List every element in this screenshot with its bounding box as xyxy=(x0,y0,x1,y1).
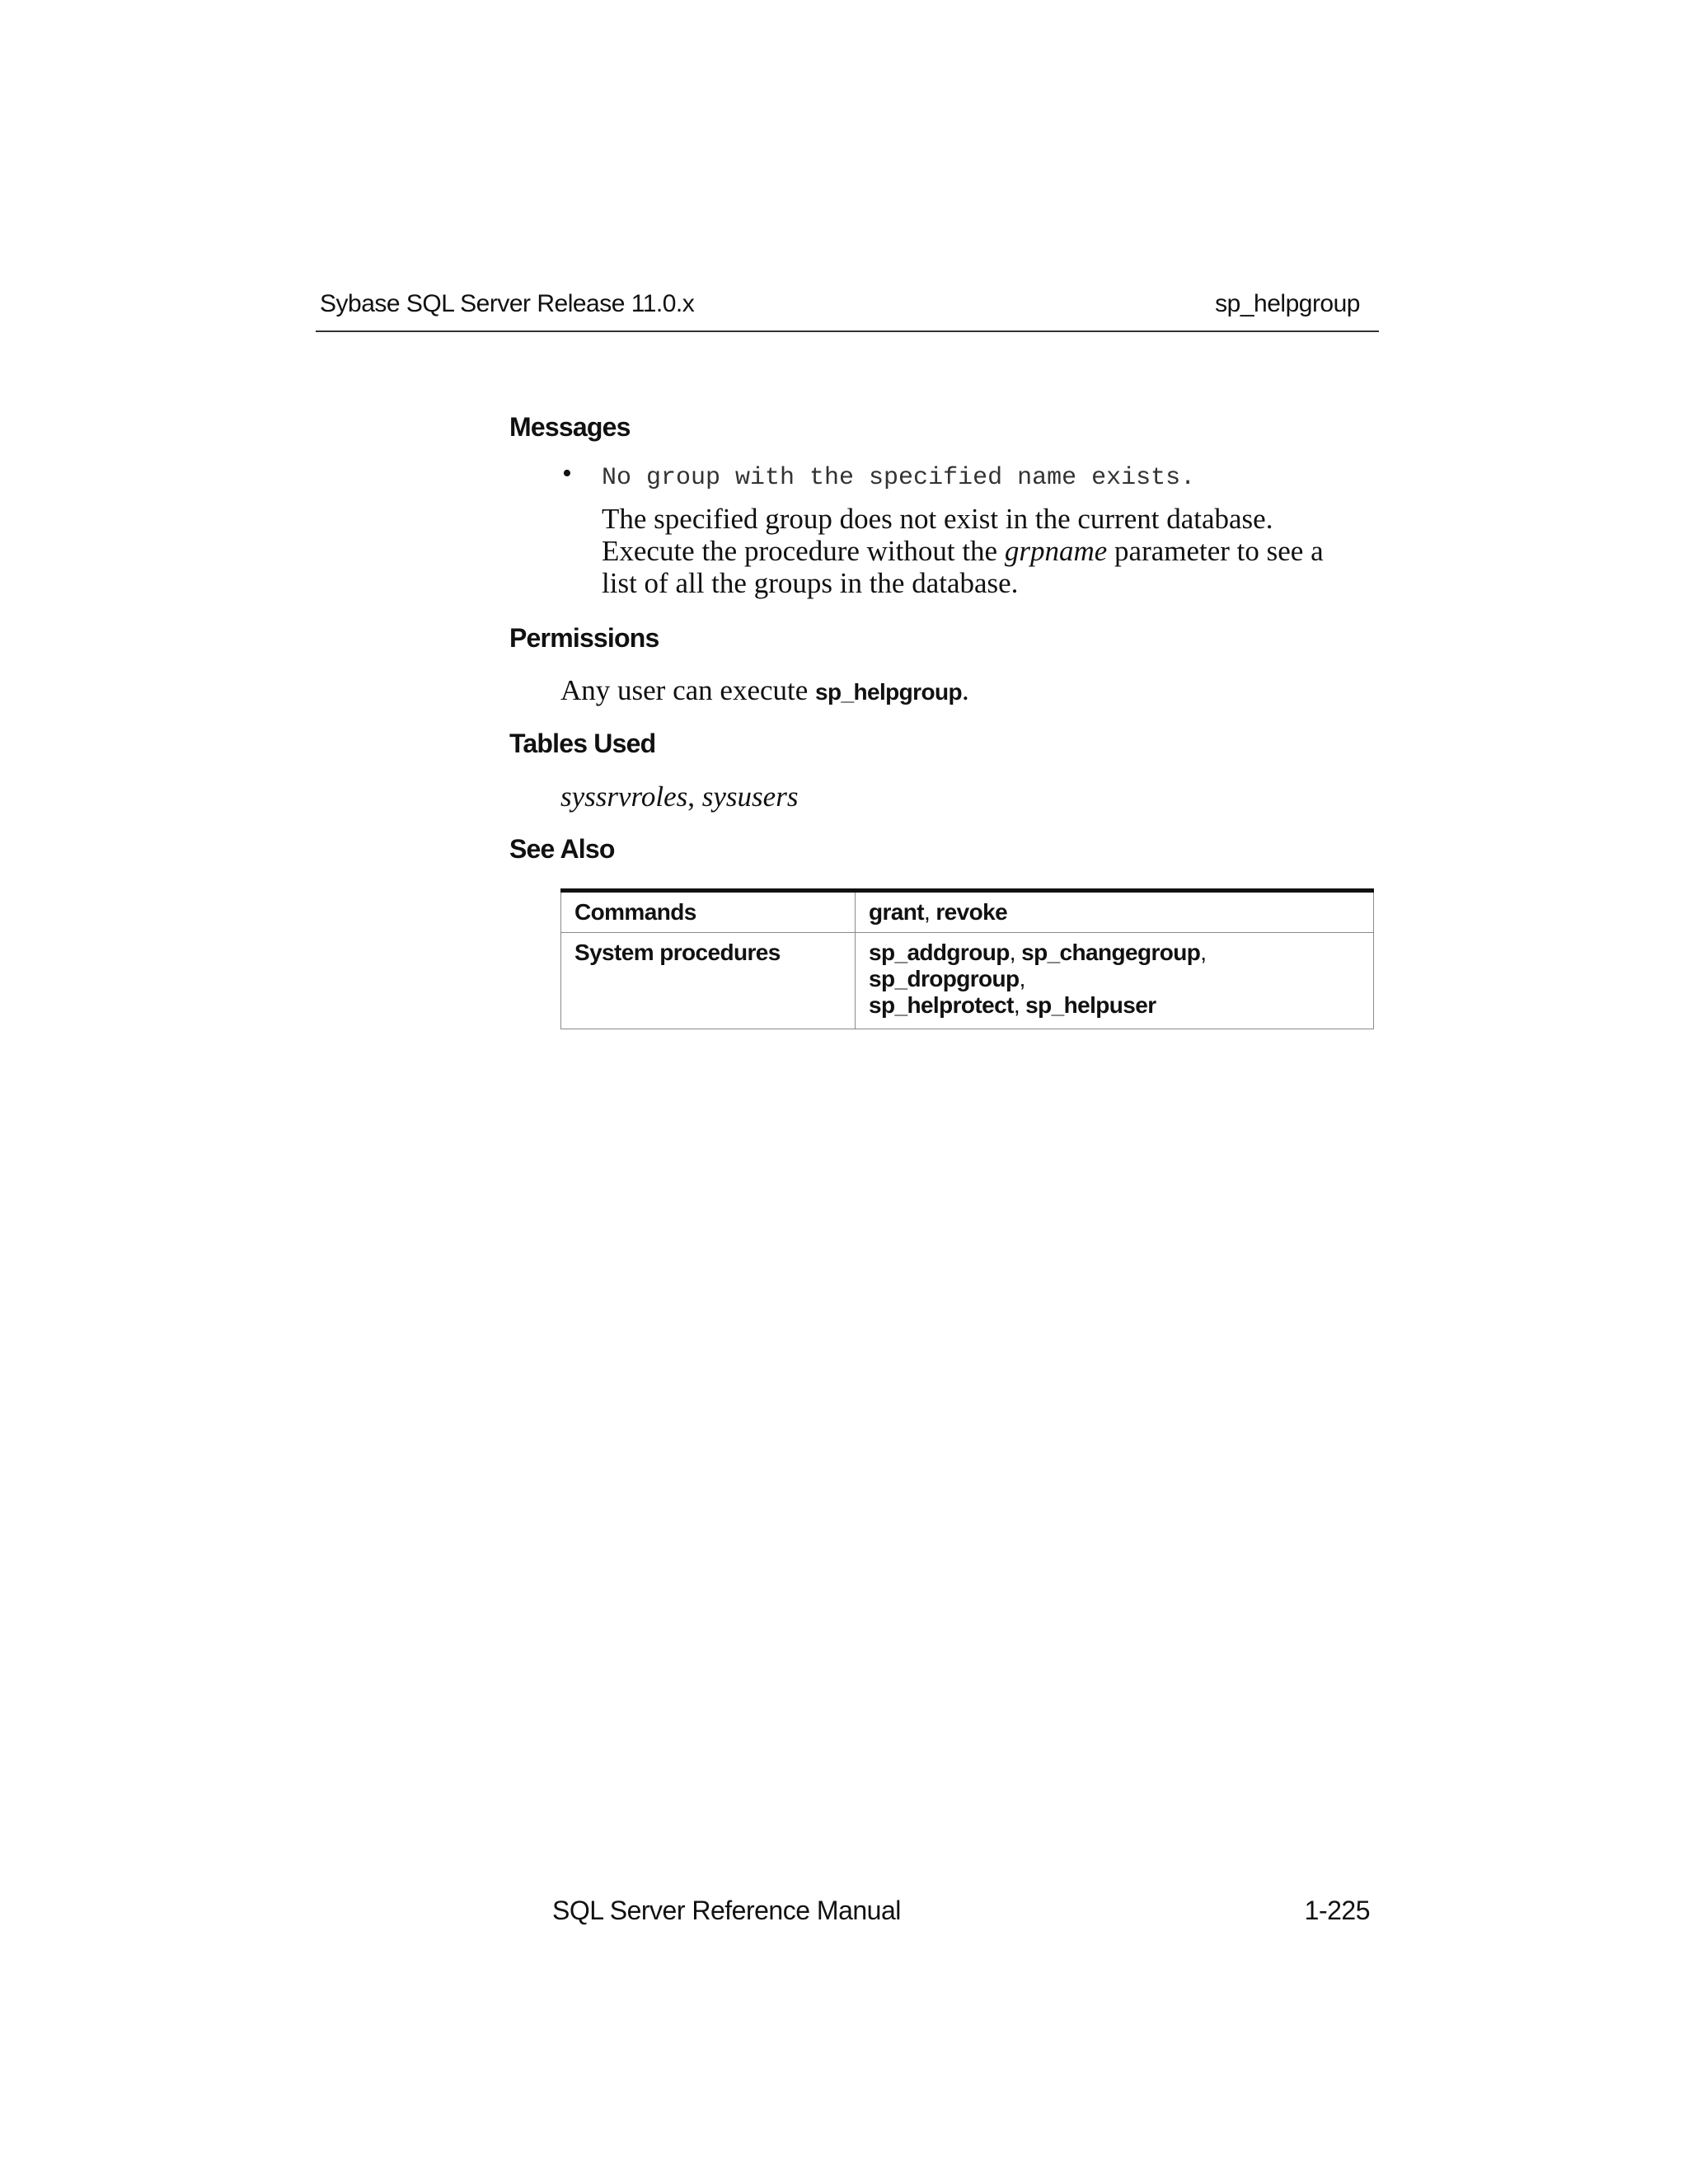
grpname-param: grpname xyxy=(1004,535,1108,567)
tables-separator: , xyxy=(687,780,702,813)
ref-sp-changegroup: sp_changegroup xyxy=(1021,940,1201,965)
tables-used-list xyxy=(560,780,798,813)
bullet-marker: • xyxy=(562,458,572,489)
table-row xyxy=(561,891,1374,933)
see-also-items-commands: grant, revoke xyxy=(856,891,1374,933)
table-syssrvroles: syssrvroles xyxy=(560,780,688,813)
see-also-category-commands: Commands xyxy=(561,891,856,933)
page-number: 1-225 xyxy=(1304,1896,1370,1925)
permissions-procedure: sp_helpgroup xyxy=(815,679,962,705)
explanation-line-2-post: parameter to see a xyxy=(1107,535,1324,567)
message-explanation xyxy=(602,503,1393,599)
see-also-items-procedures: sp_addgroup, sp_changegroup, sp_dropgroup, sp_helprotect, sp_helpuser xyxy=(856,933,1374,1029)
table-sysusers: sysusers xyxy=(701,780,799,813)
permissions-text-pre: Any user can execute xyxy=(560,674,816,706)
explanation-line-3: list of all the groups in the database. xyxy=(602,567,1019,599)
permissions-text-post: . xyxy=(961,674,969,706)
permissions-heading: Permissions xyxy=(509,623,659,653)
messages-heading: Messages xyxy=(509,412,631,442)
header-rule xyxy=(316,330,1379,332)
footer-title: SQL Server Reference Manual xyxy=(552,1896,901,1925)
ref-grant: grant xyxy=(869,899,925,925)
tables-used-heading: Tables Used xyxy=(509,729,656,758)
explanation-line-2 xyxy=(602,535,1393,567)
running-header-left: Sybase SQL Server Release 11.0.x xyxy=(320,290,695,317)
see-also-category-procedures: System procedures xyxy=(561,933,856,1029)
ref-sp-dropgroup: sp_dropgroup xyxy=(869,966,1020,991)
explanation-line-1: The specified group does not exist in the current database. xyxy=(602,503,1273,535)
see-also-table xyxy=(560,888,1374,1029)
running-header-right: sp_helpgroup xyxy=(1215,290,1360,317)
table-row xyxy=(561,933,1374,1029)
ref-sp-addgroup: sp_addgroup xyxy=(869,940,1010,965)
see-also-heading: See Also xyxy=(509,834,615,864)
permissions-text xyxy=(560,674,969,707)
ref-sp-helpuser: sp_helpuser xyxy=(1025,992,1156,1018)
ref-sp-helprotect: sp_helprotect xyxy=(869,992,1014,1018)
explanation-line-2-pre: Execute the procedure without the xyxy=(602,535,1005,567)
ref-revoke: revoke xyxy=(935,899,1008,925)
error-message-code: No group with the specified name exists. xyxy=(602,464,1196,492)
